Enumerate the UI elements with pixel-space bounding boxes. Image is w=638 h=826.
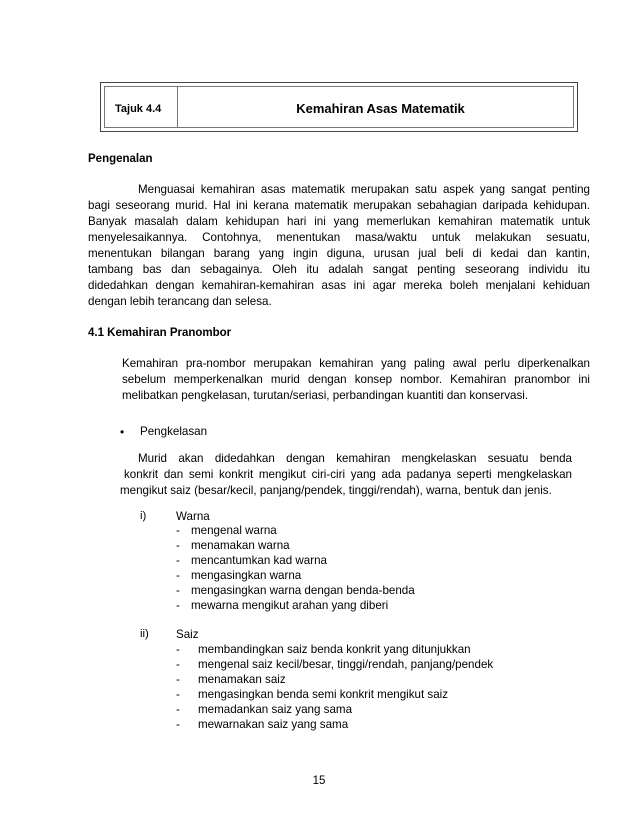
bullet-label: Pengkelasan [140, 425, 208, 438]
intro-paragraph [88, 182, 590, 310]
dash-mark: - [176, 524, 180, 537]
intro-line: Banyak masalah dalam kehidupan hari ini yang memerlukan kemahiran matematik untuk [88, 215, 590, 228]
intro-line: menyelesaikannya. Contohnya, menentukan masa/waktu untuk melakukan sesuatu, [88, 231, 590, 244]
page-number: 15 [312, 775, 326, 787]
dash-mark: - [176, 584, 180, 597]
list-item: mewarnakan saiz yang sama [198, 718, 349, 731]
list-item: memadankan saiz yang sama [198, 703, 353, 716]
dash-mark: - [176, 539, 180, 552]
list-title: Saiz [176, 628, 199, 641]
topic-label: Tajuk 4.4 [115, 103, 162, 115]
intro-line: Menguasai kemahiran asas matematik merupakan satu aspek yang sangat penting [138, 183, 590, 196]
dash-mark: - [176, 658, 180, 671]
dash-mark: - [176, 673, 180, 686]
list-item: mengasingkan benda semi konkrit mengikut saiz [198, 688, 449, 701]
list-item: mengenal warna [191, 524, 277, 537]
intro-line: tambang bas dan sebagainya. Oleh itu adalah sangat penting seseorang individu itu [88, 263, 590, 276]
intro-line: bagi seseorang murid. Hal ini kerana matematik merupakan sebahagian daripada kehidupan. [88, 199, 590, 212]
section-line: sebelum memperkenalkan murid dengan konsep nombor. Kemahiran pranombor ini [122, 373, 590, 386]
list-item: menamakan saiz [198, 673, 286, 686]
topic-title: Kemahiran Asas Matematik [296, 101, 465, 116]
list-item: membandingkan saiz benda konkrit yang ditunjukkan [198, 643, 471, 656]
topic-header-box [100, 82, 578, 132]
list-title: Warna [176, 510, 210, 523]
list-item: mencantumkan kad warna [191, 554, 327, 567]
list-item: mewarna mengikut arahan yang diberi [191, 599, 389, 612]
pengkelasan-line: mengikut saiz (besar/kecil, panjang/pendek, tinggi/rendah), warna, bentuk dan jenis. [120, 484, 552, 497]
dash-mark: - [176, 569, 180, 582]
section-heading: 4.1 Kemahiran Pranombor [88, 327, 232, 339]
pengkelasan-line: Murid akan didedahkan dengan kemahiran mengkelaskan sesuatu benda [138, 452, 572, 465]
section-line: melibatkan pengkelasan, turutan/seriasi, perbandingan kuantiti dan konservasi. [122, 389, 529, 402]
pengkelasan-line: konkrit dan semi konkrit mengikut ciri-ciri yang ada padanya seperti mengkelaskan [124, 468, 572, 481]
pengkelasan-paragraph [120, 451, 572, 499]
dash-mark: - [176, 688, 180, 701]
intro-line: dengan lebih terancang dan selesa. [88, 295, 272, 308]
dash-mark: - [176, 718, 180, 731]
list-item: mengenal saiz kecil/besar, tinggi/rendah, panjang/pendek [198, 658, 494, 671]
list-item: mengasingkan warna [191, 569, 302, 582]
topic-header-inner [104, 86, 574, 128]
section-line: Kemahiran pra-nombor merupakan kemahiran yang paling awal perlu diperkenalkan [122, 357, 590, 370]
intro-line: didedahkan dengan kemahiran-kemahiran asas ini agar mereka boleh menjalani kehiduan [88, 279, 590, 292]
list-numeral: i) [140, 510, 147, 522]
list-item: menamakan warna [191, 539, 290, 552]
dash-mark: - [176, 643, 180, 656]
dash-mark: - [176, 599, 180, 612]
list-item: mengasingkan warna dengan benda-benda [191, 584, 415, 597]
intro-line: menentukan bilangan barang yang ingin diguna, urusan jual beli di kedai dan kantin, [88, 247, 590, 260]
bullet-icon: • [120, 425, 125, 439]
list-numeral: ii) [140, 628, 149, 640]
section-paragraph [122, 356, 590, 404]
dash-mark: - [176, 703, 180, 716]
topic-label-cell [105, 87, 178, 127]
dash-mark: - [176, 554, 180, 567]
intro-heading: Pengenalan [88, 153, 153, 165]
